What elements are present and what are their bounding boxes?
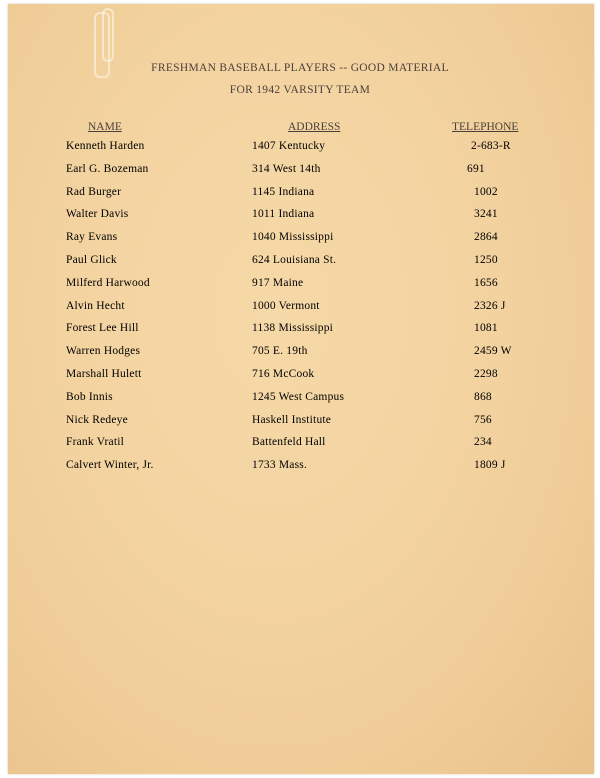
column-header-name: NAME xyxy=(88,121,122,133)
player-name: Alvin Hecht xyxy=(66,299,125,312)
player-name: Bob Innis xyxy=(66,390,113,403)
player-name: Earl G. Bozeman xyxy=(66,162,149,175)
player-address: 917 Maine xyxy=(252,276,304,289)
player-name: Kenneth Harden xyxy=(66,140,145,152)
table-row xyxy=(0,163,586,186)
player-telephone: 2326 J xyxy=(474,299,506,312)
player-address: 1407 Kentucky xyxy=(252,140,326,152)
player-address: 1011 Indiana xyxy=(252,208,315,221)
player-telephone: 1809 J xyxy=(474,459,506,472)
player-telephone: 756 xyxy=(474,413,492,426)
player-telephone: 691 xyxy=(467,162,485,175)
table-row xyxy=(0,368,586,391)
player-name: Forest Lee Hill xyxy=(66,322,139,335)
player-telephone: 868 xyxy=(474,390,492,403)
player-telephone: 1250 xyxy=(474,253,498,266)
player-telephone: 2-683-R xyxy=(471,140,511,152)
table-row xyxy=(0,231,586,254)
player-address: 716 McCook xyxy=(252,367,315,380)
player-telephone: 1002 xyxy=(474,185,498,198)
player-telephone: 2298 xyxy=(474,367,498,380)
player-name: Calvert Winter, Jr. xyxy=(66,459,154,472)
player-address: Haskell Institute xyxy=(252,413,332,426)
player-address: 1040 Mississippi xyxy=(252,231,334,244)
table-row xyxy=(0,345,586,368)
player-name: Walter Davis xyxy=(66,208,129,221)
document-subtitle: FOR 1942 VARSITY TEAM xyxy=(229,84,371,96)
player-name: Paul Glick xyxy=(66,253,117,266)
table-row xyxy=(0,436,586,459)
player-address: 624 Louisiana St. xyxy=(252,253,337,266)
paper-clip-mark-inner xyxy=(102,8,114,62)
player-name: Rad Burger xyxy=(66,185,122,198)
column-header-address: ADDRESS xyxy=(288,121,341,133)
player-telephone: 1656 xyxy=(474,276,498,289)
player-name: Warren Hodges xyxy=(66,345,141,358)
table-row xyxy=(0,322,586,345)
player-telephone: 234 xyxy=(474,436,492,449)
player-name: Nick Redeye xyxy=(66,413,128,426)
table-row xyxy=(0,391,586,414)
player-name: Milferd Harwood xyxy=(66,276,150,289)
player-telephone: 1081 xyxy=(474,322,498,335)
column-header-telephone: TELEPHONE xyxy=(452,121,519,133)
player-address: 1000 Vermont xyxy=(252,299,320,312)
player-address: Battenfeld Hall xyxy=(252,436,326,449)
table-row xyxy=(0,140,586,163)
table-row xyxy=(0,300,586,323)
player-name: Frank Vratil xyxy=(66,436,125,449)
player-address: 1733 Mass. xyxy=(252,459,308,472)
player-name: Ray Evans xyxy=(66,231,118,244)
table-row xyxy=(0,414,586,437)
player-address: 705 E. 19th xyxy=(252,345,308,358)
player-telephone: 3241 xyxy=(474,208,498,221)
player-telephone: 2864 xyxy=(474,231,498,244)
table-row xyxy=(0,254,586,277)
player-telephone: 2459 W xyxy=(474,345,512,358)
table-row xyxy=(0,459,586,482)
table-row xyxy=(0,186,586,209)
player-address: 1145 Indiana xyxy=(252,185,315,198)
document-title: FRESHMAN BASEBALL PLAYERS -- GOOD MATERIAL xyxy=(151,62,449,74)
player-list xyxy=(0,140,586,482)
table-row xyxy=(0,208,586,231)
player-address: 1138 Mississippi xyxy=(252,322,334,335)
player-address: 314 West 14th xyxy=(252,162,321,175)
player-address: 1245 West Campus xyxy=(252,390,345,403)
player-name: Marshall Hulett xyxy=(66,367,142,380)
table-row xyxy=(0,277,586,300)
